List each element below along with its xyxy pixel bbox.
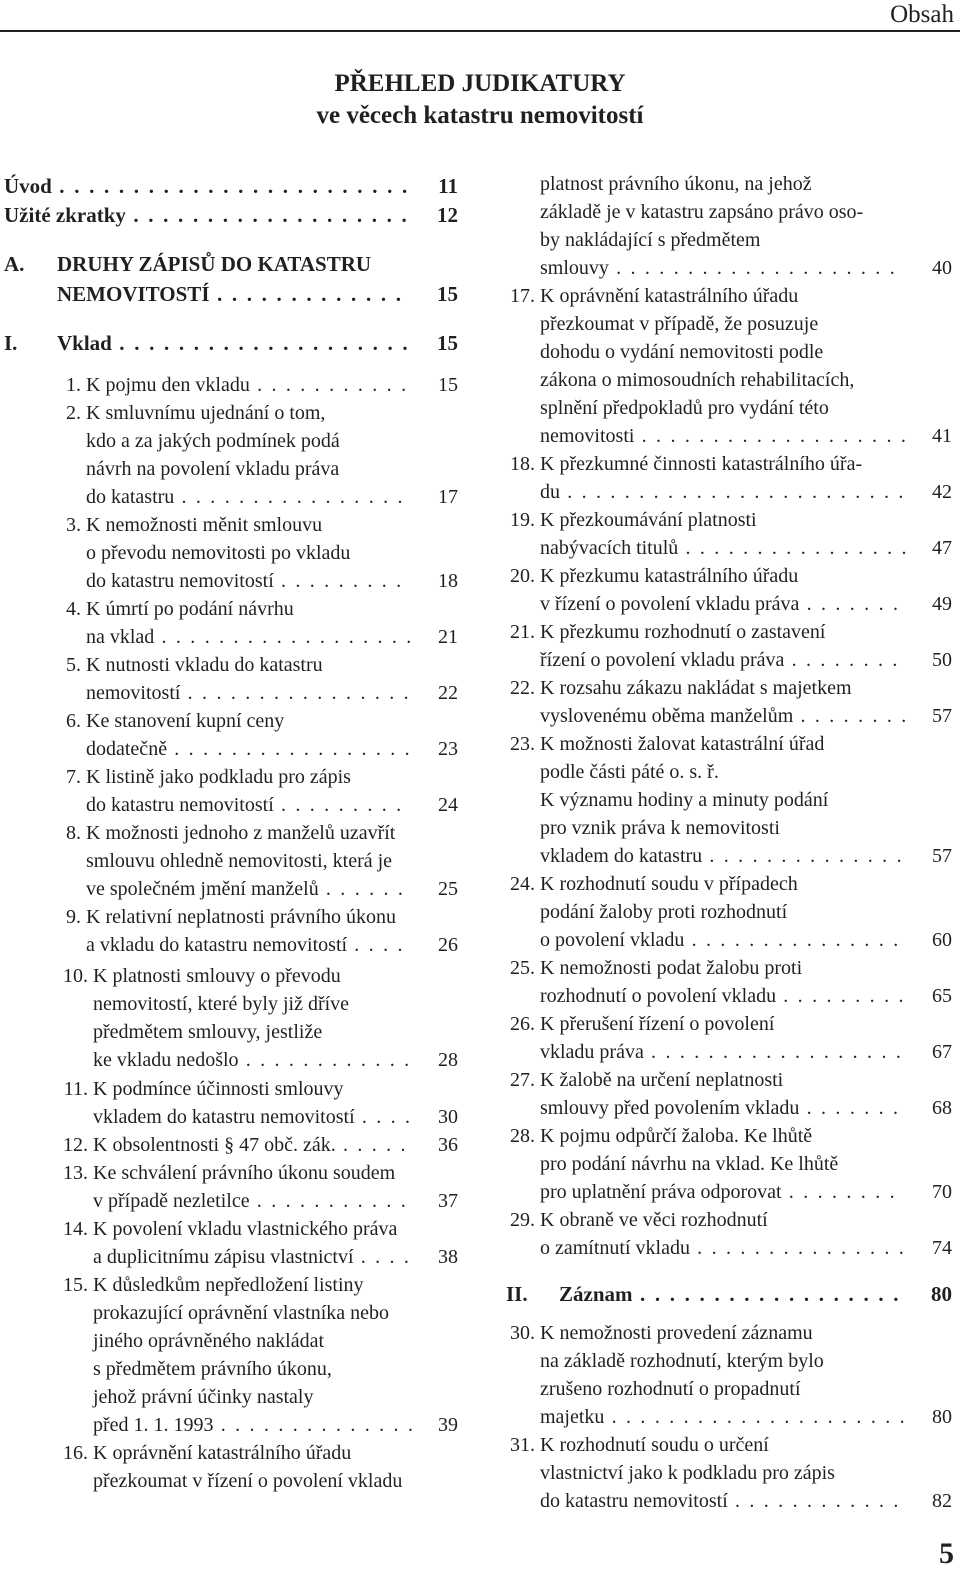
toc-entry-text: do katastru . . . . . . . . . . . . . . . . <box>86 486 405 508</box>
toc-entry-text: základě je v katastru zapsáno právo oso- <box>540 201 864 223</box>
toc-entry-page: 26 <box>438 934 458 956</box>
dot-leader: . . . . <box>347 934 405 956</box>
toc-entry <box>4 455 458 483</box>
toc-entry-number: 22. <box>510 677 535 699</box>
toc-entry-text: do katastru nemovitostí . . . . . . . . . <box>86 570 404 592</box>
toc-entry <box>4 1383 458 1411</box>
toc-entry-text: přezkoumat v řízení o povolení vkladu <box>93 1470 403 1492</box>
toc-entry <box>506 1459 952 1487</box>
toc-entry-page: 25 <box>438 878 458 900</box>
dot-leader: . . . . . . . . . . . . <box>727 1490 901 1512</box>
dot-leader: . . . . . . . . . . . . . . . <box>684 929 901 951</box>
toc-entry-text: vkladem do katastru nemovitostí . . . . <box>93 1106 413 1128</box>
toc-entry-number: A. <box>4 252 25 276</box>
toc-entry-number: 20. <box>510 565 535 587</box>
toc-entry <box>4 763 458 791</box>
toc-entry <box>4 623 458 651</box>
dot-leader: . . . . . . . . . . . . . . <box>213 1414 416 1436</box>
toc-entry <box>4 1271 458 1299</box>
toc-entry <box>506 226 952 254</box>
toc-entry <box>506 1094 952 1122</box>
toc-entry-page: 23 <box>438 738 458 760</box>
toc-entry-text: K žalobě na určení neplatnosti <box>540 1069 784 1091</box>
toc-entry-text: majetku . . . . . . . . . . . . . . . . . . . . . <box>540 1406 907 1428</box>
toc-entry-number: 6. <box>66 710 81 732</box>
toc-entry <box>506 1066 952 1094</box>
toc-entry <box>4 707 458 735</box>
toc-entry-page: 12 <box>437 203 458 227</box>
toc-entry-text: DRUHY ZÁPISŮ DO KATASTRU <box>57 252 372 276</box>
toc-entry <box>4 990 458 1018</box>
dot-leader: . . . . . . . . . . . . . . . . . . . <box>125 203 409 227</box>
toc-entry <box>506 450 952 478</box>
dot-leader: . . . . . . . . . . . . . . . . . . . . . . . . <box>51 174 410 198</box>
toc-entry-number: 28. <box>510 1125 535 1147</box>
toc-entry-number: 18. <box>510 453 535 475</box>
toc-entry <box>506 842 952 870</box>
dot-leader: . . . . . <box>335 1134 408 1156</box>
toc-entry-text: K důsledkům nepředložení listiny <box>93 1274 364 1296</box>
toc-entry-text: předmětem smlouvy, jestliže <box>93 1021 323 1043</box>
toc-entry-number: 15. <box>63 1274 88 1296</box>
toc-entry-page: 60 <box>932 929 952 951</box>
toc-entry <box>4 1103 458 1131</box>
toc-entry-text: K rozhodnutí soudu o určení <box>540 1434 769 1456</box>
toc-entry-number: 16. <box>63 1442 88 1464</box>
toc-entry <box>506 1487 952 1515</box>
toc-entry <box>506 254 952 282</box>
toc-entry <box>506 282 952 310</box>
toc-entry-text: K podmínce účinnosti smlouvy <box>93 1078 344 1100</box>
toc-entry-text: dohodu o vydání nemovitosti podle <box>540 341 824 363</box>
toc-entry <box>4 595 458 623</box>
dot-leader: . . . . . . . . . . . . . . . . <box>174 486 405 508</box>
toc-entry-text: vkladem do katastru . . . . . . . . . . . . . . <box>540 845 904 867</box>
toc-entry <box>4 931 458 959</box>
toc-entry <box>506 814 952 842</box>
toc-entry <box>4 875 458 903</box>
toc-entry <box>506 1431 952 1459</box>
toc-entry <box>4 1439 458 1467</box>
toc-entry <box>506 1347 952 1375</box>
toc-entry-text: K obraně ve věci rozhodnutí <box>540 1209 768 1231</box>
toc-entry-page: 70 <box>932 1181 952 1203</box>
toc-entry-text: ve společném jmění manželů . . . . . . <box>86 878 406 900</box>
toc-entry-text: a vkladu do katastru nemovitostí . . . . <box>86 934 405 956</box>
toc-entry-text: K rozsahu zákazu nakládat s majetkem <box>540 677 852 699</box>
toc-entry-text: Vklad . . . . . . . . . . . . . . . . . . . . <box>57 331 410 355</box>
toc-entry <box>4 1299 458 1327</box>
dot-leader: . . . . . . . . . . . <box>249 1190 408 1212</box>
dot-leader: . . . . . . . . . <box>273 570 404 592</box>
toc-entry-text: smlouvu ohledně nemovitosti, která je <box>86 850 393 872</box>
toc-entry <box>4 962 458 990</box>
toc-entry <box>4 329 458 357</box>
toc-entry <box>4 1075 458 1103</box>
toc-entry <box>506 422 952 450</box>
toc-entry-text: K obsolentnosti § 47 obč. zák. . . . . . <box>93 1134 408 1156</box>
toc-entry-text: nemovitostí . . . . . . . . . . . . . . . . <box>86 682 411 704</box>
dot-leader: . . . . . . . . . . . . . . . . . . <box>632 1282 901 1306</box>
toc-entry-text: K úmrtí po podání návrhu <box>86 598 294 620</box>
toc-entry <box>506 170 952 198</box>
toc-entry-page: 17 <box>438 486 458 508</box>
toc-entry <box>4 1046 458 1074</box>
doc-subtitle: ve věcech katastru nemovitostí <box>316 102 644 129</box>
toc-entry-number: 9. <box>66 906 81 928</box>
toc-entry-text: ke vkladu nedošlo . . . . . . . . . . . . <box>93 1049 412 1071</box>
dot-leader: . . . . <box>354 1106 413 1128</box>
toc-entry <box>4 427 458 455</box>
toc-entry <box>4 1131 458 1159</box>
dot-leader: . . . . <box>353 1246 412 1268</box>
toc-entry-number: 17. <box>510 285 535 307</box>
toc-entry <box>506 786 952 814</box>
toc-entry <box>506 1122 952 1150</box>
toc-entry-text: v řízení o povolení vkladu práva . . . . . . . <box>540 593 901 615</box>
toc-entry-page: 39 <box>438 1414 458 1436</box>
toc-entry-page: 80 <box>931 1282 952 1306</box>
toc-entry <box>506 198 952 226</box>
toc-entry <box>4 679 458 707</box>
toc-entry-text: nemovitostí, které byly již dříve <box>93 993 350 1015</box>
toc-entry-text: vkladu práva . . . . . . . . . . . . . . . . . . <box>540 1041 904 1063</box>
toc-entry-text: pro vznik práva k nemovitosti <box>540 817 780 839</box>
toc-entry-page: 11 <box>438 174 458 198</box>
dot-leader: . . . . . . . . . . . . <box>238 1049 412 1071</box>
toc-entry-page: 42 <box>932 481 952 503</box>
toc-entry-number: 4. <box>66 598 81 620</box>
dot-leader: . . . . . . . . <box>781 1181 897 1203</box>
toc-entry <box>506 1280 952 1308</box>
toc-entry-text: zákona o mimosoudních rehabilitacích, <box>540 369 855 391</box>
toc-entry-text: K přezkumné činnosti katastrálního úřa- <box>540 453 863 475</box>
dot-leader: . . . . . . . . . . . . . . . . . . . . <box>111 331 410 355</box>
dot-leader: . . . . . . . . <box>784 649 900 671</box>
toc-entry-number: 24. <box>510 873 535 895</box>
toc-entry <box>506 1403 952 1431</box>
toc-entry-text: Užité zkratky . . . . . . . . . . . . . . . . . . . <box>4 203 409 227</box>
toc-entry-page: 57 <box>932 845 952 867</box>
toc-entry-page: 67 <box>932 1041 952 1063</box>
toc-entry-text: před 1. 1. 1993 . . . . . . . . . . . . . . <box>93 1414 416 1436</box>
toc-entry-text: Ke stanovení kupní ceny <box>86 710 285 732</box>
toc-entry-page: 82 <box>932 1490 952 1512</box>
toc-entry-text: K přerušení řízení o povolení <box>540 1013 775 1035</box>
toc-entry <box>4 1411 458 1439</box>
toc-entry-text: vlastnictví jako k podkladu pro zápis <box>540 1462 835 1484</box>
toc-entry-number: II. <box>506 1282 528 1306</box>
toc-entry <box>4 1215 458 1243</box>
toc-entry-text: splnění předpokladů pro vydání této <box>540 397 829 419</box>
doc-title: PŘEHLED JUDIKATURY <box>334 70 626 97</box>
toc-entry-text: K nemožnosti měnit smlouvu <box>86 514 323 536</box>
toc-entry-text: vyslovenému oběma manželům . . . . . . . . <box>540 705 909 727</box>
toc-entry-page: 57 <box>932 705 952 727</box>
toc-entry <box>4 735 458 763</box>
toc-entry <box>506 1038 952 1066</box>
toc-entry <box>506 562 952 590</box>
toc-entry-page: 15 <box>437 282 458 306</box>
toc-entry-text: Ke schválení právního úkonu soudem <box>93 1162 396 1184</box>
dot-leader: . . . . . . . . . <box>273 794 404 816</box>
toc-entry <box>4 201 458 229</box>
toc-entry <box>506 534 952 562</box>
toc-entry-text: pro podání návrhu na vklad. Ke lhůtě <box>540 1153 839 1175</box>
toc-entry-page: 18 <box>438 570 458 592</box>
toc-entry-text: v případě nezletilce . . . . . . . . . . . <box>93 1190 408 1212</box>
toc-entry <box>4 1327 458 1355</box>
toc-entry <box>4 1467 458 1495</box>
toc-entry-text: K oprávnění katastrálního úřadu <box>93 1442 352 1464</box>
dot-leader: . . . . . . . . <box>793 705 909 727</box>
toc-entry <box>4 1243 458 1271</box>
toc-entry <box>4 1159 458 1187</box>
toc-entry-text: K smluvnímu ujednání o tom, <box>86 402 326 424</box>
toc-entry <box>506 1206 952 1234</box>
toc-entry-number: 8. <box>66 822 81 844</box>
toc-entry-number: 19. <box>510 509 535 531</box>
toc-entry-number: 3. <box>66 514 81 536</box>
toc-entry <box>506 394 952 422</box>
toc-entry-page: 41 <box>932 425 952 447</box>
toc-entry <box>506 366 952 394</box>
dot-leader: . . . . . . . . . . . . . . <box>702 845 904 867</box>
toc-entry-number: 11. <box>63 1078 88 1100</box>
toc-entry <box>4 791 458 819</box>
toc-column-left <box>4 0 458 1578</box>
toc-column-right <box>506 0 952 1578</box>
toc-entry-page: 40 <box>932 257 952 279</box>
toc-entry-number: 29. <box>510 1209 535 1231</box>
toc-entry <box>4 483 458 511</box>
toc-entry-text: K významu hodiny a minuty podání <box>540 789 829 811</box>
toc-entry <box>506 1178 952 1206</box>
toc-entry <box>506 758 952 786</box>
toc-entry-number: 10. <box>63 965 88 987</box>
toc-entry <box>4 847 458 875</box>
toc-entry <box>506 1319 952 1347</box>
toc-entry-number: 21. <box>510 621 535 643</box>
toc-entry-number: 31. <box>510 1434 535 1456</box>
toc-entry-text: Záznam . . . . . . . . . . . . . . . . . . <box>559 1282 901 1306</box>
toc-entry-text: na základě rozhodnutí, kterým bylo <box>540 1350 824 1372</box>
toc-entry-text: podle části páté o. s. ř. <box>540 761 719 783</box>
toc-entry-text: K nutnosti vkladu do katastru <box>86 654 323 676</box>
toc-entry-text: nemovitosti . . . . . . . . . . . . . . . . . . . <box>540 425 909 447</box>
toc-entry <box>4 903 458 931</box>
toc-entry-text: podání žaloby proti rozhodnutí <box>540 901 788 923</box>
toc-entry-page: 47 <box>932 537 952 559</box>
toc-entry-text: o zamítnutí vkladu . . . . . . . . . . . . . . . <box>540 1237 906 1259</box>
toc-entry-text: K listině jako podkladu pro zápis <box>86 766 351 788</box>
header-title: Obsah <box>890 1 954 28</box>
dot-leader: . . . . . . . . . . . . . . . . . . <box>154 626 414 648</box>
toc-entry-text: K přezkoumávání platnosti <box>540 509 757 531</box>
toc-entry <box>4 399 458 427</box>
toc-entry-text: o převodu nemovitosti po vkladu <box>86 542 351 564</box>
toc-entry-page: 28 <box>438 1049 458 1071</box>
toc-entry <box>506 618 952 646</box>
toc-entry <box>506 1150 952 1178</box>
toc-entry <box>4 511 458 539</box>
toc-entry-text: K nemožnosti provedení záznamu <box>540 1322 813 1344</box>
toc-entry-text: návrh na povolení vkladu práva <box>86 458 340 480</box>
toc-entry-text: K nemožnosti podat žalobu proti <box>540 957 803 979</box>
toc-entry-text: K přezkumu katastrálního úřadu <box>540 565 799 587</box>
toc-entry-text: do katastru nemovitostí . . . . . . . . . <box>86 794 404 816</box>
toc-entry-text: nabývacích titulů . . . . . . . . . . . . . . . . <box>540 537 909 559</box>
toc-entry <box>506 590 952 618</box>
toc-entry-text: smlouvy před povolením vkladu . . . . . . . <box>540 1097 901 1119</box>
toc-entry <box>4 371 458 399</box>
toc-entry <box>506 1234 952 1262</box>
toc-entry-text: K přezkumu rozhodnutí o zastavení <box>540 621 826 643</box>
toc-entry-number: 25. <box>510 957 535 979</box>
toc-entry-page: 49 <box>932 593 952 615</box>
toc-entry-page: 50 <box>932 649 952 671</box>
dot-leader: . . . . . . . . . . . . . . . . . . . . . <box>604 1406 907 1428</box>
toc-entry <box>4 1187 458 1215</box>
dot-leader: . . . . . . . . . . . . . . . . . . . . <box>608 257 897 279</box>
toc-entry-text: kdo a za jakých podmínek podá <box>86 430 340 452</box>
toc-entry-text: řízení o povolení vkladu práva . . . . . . . . <box>540 649 900 671</box>
toc-entry-text: NEMOVITOSTÍ . . . . . . . . . . . . . <box>57 282 404 306</box>
toc-entry-text: na vklad . . . . . . . . . . . . . . . . . . <box>86 626 414 648</box>
toc-entry-text: přezkoumat v případě, že posuzuje <box>540 313 819 335</box>
dot-leader: . . . . . . . <box>799 1097 901 1119</box>
toc-entry-page: 15 <box>437 331 458 355</box>
toc-entry <box>4 819 458 847</box>
toc-entry-text: du . . . . . . . . . . . . . . . . . . . . . . . . <box>540 481 906 503</box>
toc-entry <box>506 338 952 366</box>
toc-entry-number: 1. <box>66 374 81 396</box>
toc-entry <box>506 478 952 506</box>
toc-entry-text: K oprávnění katastrálního úřadu <box>540 285 799 307</box>
toc-entry-page: 37 <box>438 1190 458 1212</box>
toc-entry-text: Úvod . . . . . . . . . . . . . . . . . . . . . . . . <box>4 174 410 198</box>
dot-leader: . . . . . . . . . . . <box>249 374 409 396</box>
toc-entry-number: 5. <box>66 654 81 676</box>
toc-entry <box>506 310 952 338</box>
toc-entry-number: 26. <box>510 1013 535 1035</box>
toc-entry <box>4 280 458 308</box>
toc-entry <box>506 898 952 926</box>
toc-entry-text: a duplicitnímu zápisu vlastnictví . . . . <box>93 1246 412 1268</box>
toc-entry-page: 21 <box>438 626 458 648</box>
toc-entry-number: 2. <box>66 402 81 424</box>
toc-entry-number: 7. <box>66 766 81 788</box>
toc-entry-page: 38 <box>438 1246 458 1268</box>
toc-entry-text: K relativní neplatnosti právního úkonu <box>86 906 396 928</box>
toc-entry <box>506 926 952 954</box>
toc-entry-text: pro uplatnění práva odporovat . . . . . . . . <box>540 1181 897 1203</box>
toc-entry-text: K možnosti jednoho z manželů uzavřít <box>86 822 396 844</box>
toc-entry <box>4 1355 458 1383</box>
dot-leader: . . . . . . . . . . . . . <box>209 282 404 306</box>
toc-entry <box>506 1375 952 1403</box>
toc-entry-text: K pojmu den vkladu . . . . . . . . . . . <box>86 374 409 396</box>
toc-entry-text: by nakládající s předmětem <box>540 229 761 251</box>
toc-entry <box>506 674 952 702</box>
toc-entry-text: do katastru nemovitostí . . . . . . . . . . . . <box>540 1490 901 1512</box>
toc-entry <box>506 702 952 730</box>
dot-leader: . . . . . . . . . . . . . . . . <box>180 682 411 704</box>
toc-entry-number: 14. <box>63 1218 88 1240</box>
toc-entry-text: K povolení vkladu vlastnického práva <box>93 1218 398 1240</box>
toc-entry-text: platnost právního úkonu, na jehož <box>540 173 812 195</box>
dot-leader: . . . . . . . . . . . . . . . <box>689 1237 906 1259</box>
toc-entry <box>506 506 952 534</box>
toc-entry <box>4 1018 458 1046</box>
toc-entry-number: I. <box>4 331 18 355</box>
toc-entry-text: o povolení vkladu . . . . . . . . . . . . . . . <box>540 929 901 951</box>
toc-entry <box>506 954 952 982</box>
toc-entry-text: zrušeno rozhodnutí o propadnutí <box>540 1378 801 1400</box>
toc-entry-page: 22 <box>438 682 458 704</box>
dot-leader: . . . . . . . . . . . . . . . . . . . <box>634 425 909 447</box>
dot-leader: . . . . . . . . . . . . . . . . . . . . . . . . <box>560 481 906 503</box>
toc-entry-number: 23. <box>510 733 535 755</box>
toc-entry-number: 12. <box>63 1134 88 1156</box>
toc-entry-page: 30 <box>438 1106 458 1128</box>
toc-entry-text: smlouvy . . . . . . . . . . . . . . . . . . . . <box>540 257 897 279</box>
toc-entry <box>506 646 952 674</box>
dot-leader: . . . . . . . <box>799 593 901 615</box>
toc-entry-text: K pojmu odpůrčí žaloba. Ke lhůtě <box>540 1125 813 1147</box>
toc-entry-number: 13. <box>63 1162 88 1184</box>
dot-leader: . . . . . . <box>318 878 406 900</box>
toc-entry <box>506 982 952 1010</box>
toc-entry-page: 15 <box>438 374 458 396</box>
toc-entry-text: dodatečně . . . . . . . . . . . . . . . . . <box>86 738 412 760</box>
toc-entry-number: 30. <box>510 1322 535 1344</box>
toc-entry-text: jiného oprávněného nakládat <box>93 1330 325 1352</box>
toc-entry-text: rozhodnutí o povolení vkladu . . . . . . . . . <box>540 985 906 1007</box>
toc-entry-text: jehož právní účinky nastaly <box>93 1386 314 1408</box>
toc-entry <box>506 730 952 758</box>
toc-entry <box>4 172 458 200</box>
toc-entry-page: 36 <box>438 1134 458 1156</box>
toc-entry <box>4 567 458 595</box>
toc-entry-page: 24 <box>438 794 458 816</box>
toc-entry <box>4 651 458 679</box>
toc-entry-text: s předmětem právního úkonu, <box>93 1358 332 1380</box>
toc-entry <box>506 1010 952 1038</box>
dot-leader: . . . . . . . . . . . . . . . . . <box>167 738 412 760</box>
toc-entry-text: prokazující oprávnění vlastníka nebo <box>93 1302 390 1324</box>
toc-entry-page: 65 <box>932 985 952 1007</box>
toc-entry-page: 74 <box>932 1237 952 1259</box>
toc-entry-text: K možnosti žalovat katastrální úřad <box>540 733 825 755</box>
page-number: 5 <box>939 1537 954 1570</box>
toc-entry-number: 27. <box>510 1069 535 1091</box>
toc-entry <box>4 250 458 278</box>
toc-entry-page: 68 <box>932 1097 952 1119</box>
dot-leader: . . . . . . . . . . . . . . . . <box>678 537 909 559</box>
dot-leader: . . . . . . . . . . . . . . . . . . <box>643 1041 904 1063</box>
toc-entry-page: 80 <box>932 1406 952 1428</box>
toc-entry <box>506 870 952 898</box>
toc-entry-text: K platnosti smlouvy o převodu <box>93 965 341 987</box>
toc-entry-text: K rozhodnutí soudu v případech <box>540 873 798 895</box>
toc-entry <box>4 539 458 567</box>
dot-leader: . . . . . . . . . <box>776 985 906 1007</box>
